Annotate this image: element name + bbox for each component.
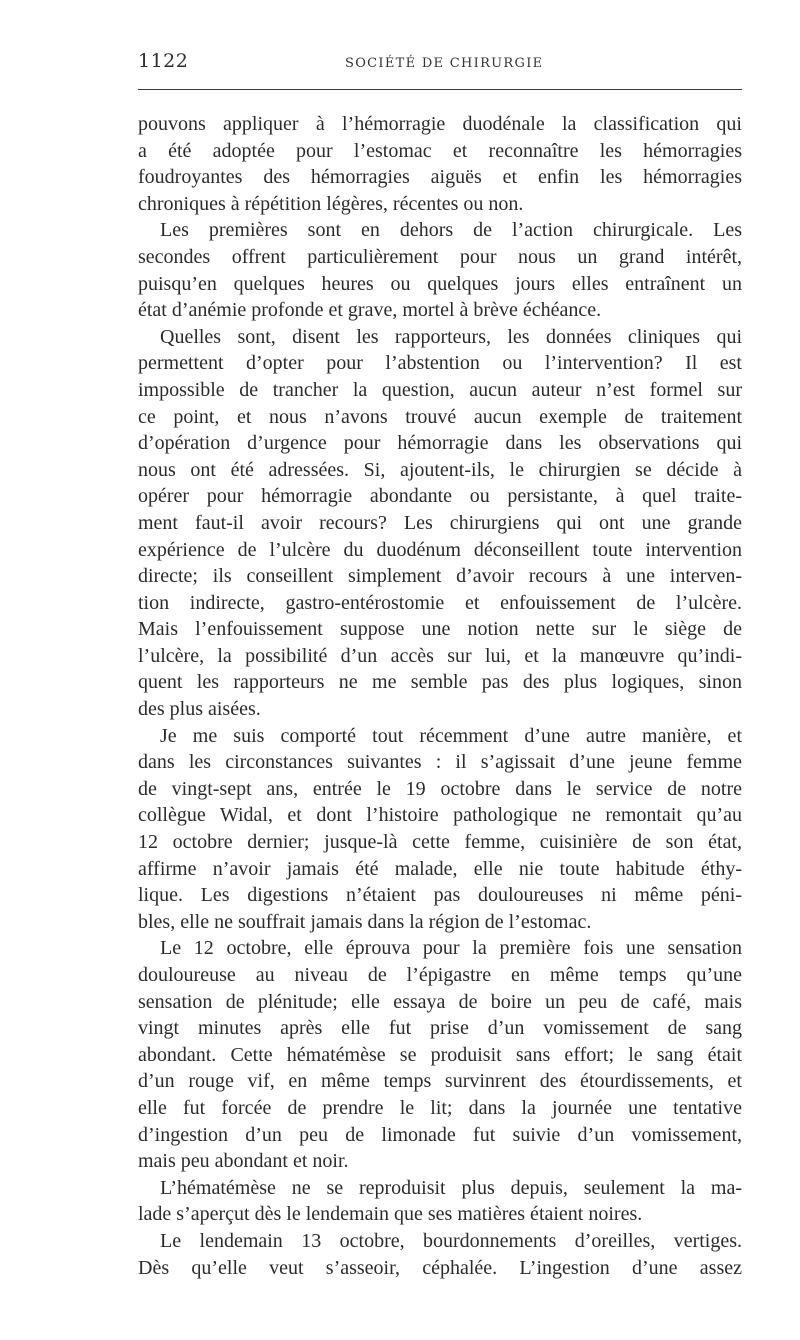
text-line: directe; ils conseillent simplement d’avoir recours à une interven- <box>138 565 742 588</box>
text-line: sensation de plénitude; elle essaya de boire un peu de café, mais <box>138 990 742 1013</box>
page-number: 1122 <box>138 50 189 72</box>
paragraph <box>138 111 742 217</box>
paragraph <box>138 935 742 1174</box>
text-line: pouvons appliquer à l’hémorragie duodénale la classification qui <box>138 113 742 135</box>
text-line: état d’anémie profonde et grave, mortel à brève échéance. <box>138 299 602 322</box>
text-line: lade s’aperçut dès le lendemain que ses matières étaient noires. <box>138 1203 643 1226</box>
paragraph <box>138 1228 742 1281</box>
text-line: ment faut-il avoir recours? Les chirurgiens qui ont une grande <box>138 511 742 534</box>
text-line: permettent d’opter pour l’abstention ou l’intervention? Il est <box>138 352 742 375</box>
paragraph <box>138 723 742 936</box>
text-line: Dès qu’elle veut s’asseoir, céphalée. L’ingestion d’une assez <box>138 1256 742 1279</box>
text-line: a été adoptée pour l’estomac et reconnaître les hémorragies <box>138 139 742 162</box>
text-line: Les premières sont en dehors de l’action chirurgicale. Les <box>160 219 742 242</box>
text-line: 12 octobre dernier; jusque-là cette femme, cuisinière de son état, <box>138 831 742 854</box>
text-line: douloureuse au niveau de l’épigastre en même temps qu’une <box>138 964 742 986</box>
text-line: d’ingestion d’un peu de limonade fut suivie d’un vomissement, <box>138 1123 742 1146</box>
journal-title: SOCIÉTÉ DE CHIRURGIE <box>345 56 544 71</box>
paragraph <box>138 217 742 323</box>
text-line: vingt minutes après elle fut prise d’un vomissement de sang <box>138 1017 742 1040</box>
text-line: affirme n’avoir jamais été malade, elle nie toute habitude éthy- <box>138 857 742 880</box>
text-line: Le 12 octobre, elle éprouva pour la première fois une sensation <box>160 937 742 960</box>
text-line: lique. Les digestions n’étaient pas douloureuses ni même péni- <box>138 884 742 907</box>
text-line: Mais l’enfouissement suppose une notion nette sur le siège de <box>138 618 742 641</box>
text-line: opérer pour hémorragie abondante ou persistante, à quel traite- <box>138 485 742 508</box>
text-line: ce point, et nous n’avons trouvé aucun exemple de traitement <box>138 405 742 428</box>
running-head <box>138 48 742 78</box>
text-line: impossible de trancher la question, aucun auteur n’est formel sur <box>138 378 742 401</box>
text-line: Le lendemain 13 octobre, bourdonnements d’oreilles, vertiges. <box>160 1229 742 1252</box>
text-line: de vingt-sept ans, entrée le 19 octobre dans le service de notre <box>138 777 742 800</box>
text-line: Quelles sont, disent les rapporteurs, les données cliniques qui <box>160 325 742 348</box>
text-line: collègue Widal, et dont l’histoire pathologique ne remontait qu’au <box>138 804 742 827</box>
text-line: nous ont été adressées. Si, ajoutent-ils, le chirurgien se décide à <box>138 458 742 481</box>
text-line: elle fut forcée de prendre le lit; dans la journée une tentative <box>138 1096 742 1119</box>
text-line: puisqu’en quelques heures ou quelques jours elles entraînent un <box>138 272 742 295</box>
paragraph <box>138 1175 742 1228</box>
paragraph <box>138 324 742 723</box>
text-line: chroniques à répétition légères, récentes ou non. <box>138 192 524 215</box>
text-line: quent les rapporteurs ne me semble pas des plus logiques, sinon <box>138 671 742 694</box>
text-line: abondant. Cette hématémèse se produisit sans effort; le sang était <box>138 1043 742 1066</box>
text-line: tion indirecte, gastro-entérostomie et enfouissement de l’ulcère. <box>138 591 742 614</box>
text-line: foudroyantes des hémorragies aiguës et enfin les hémorragies <box>138 166 742 189</box>
text-line: l’ulcère, la possibilité d’un accès sur lui, et la manœuvre qu’indi- <box>138 644 742 667</box>
text-line: L’hématémèse ne se reproduisit plus depuis, seulement la ma- <box>160 1176 742 1199</box>
body-text <box>138 111 742 1281</box>
text-line: dans les circonstances suivantes : il s’agissait d’une jeune femme <box>138 751 742 774</box>
text-line: expérience de l’ulcère du duodénum déconseillent toute intervention <box>138 538 742 561</box>
text-line: Je me suis comporté tout récemment d’une autre manière, et <box>160 724 742 747</box>
header-rule <box>138 89 742 90</box>
text-line: d’opération d’urgence pour hémorragie dans les observations qui <box>138 432 742 455</box>
text-line: secondes offrent particulièrement pour nous un grand intérêt, <box>138 245 742 268</box>
text-line: d’un rouge vif, en même temps survinrent des étourdissements, et <box>138 1070 742 1093</box>
text-line: bles, elle ne souffrait jamais dans la région de l’estomac. <box>138 910 592 933</box>
text-line: mais peu abondant et noir. <box>138 1150 349 1173</box>
text-line: des plus aisées. <box>138 698 261 721</box>
